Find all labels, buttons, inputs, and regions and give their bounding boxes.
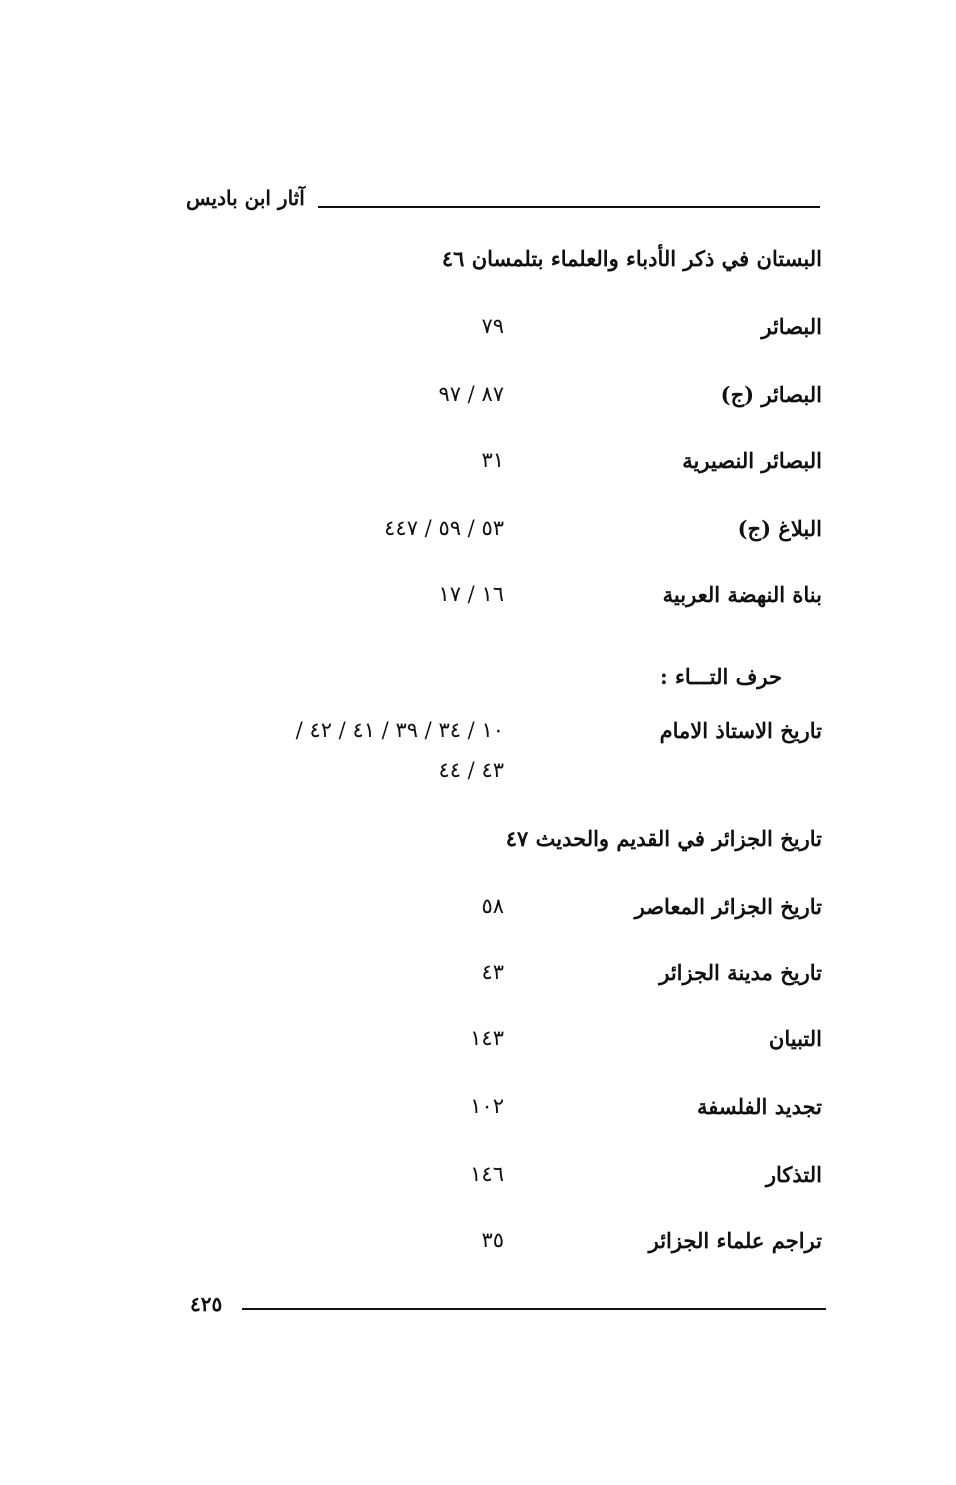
entry-pages: ٣٥ [481,1228,504,1252]
entry-pages: ٤٣ [481,960,504,984]
footer-rule [242,1308,826,1310]
entry-term: التبيان [768,1026,822,1051]
entry-pages-continued: ٤٣ / ٤٤ [438,758,504,782]
entry-term: تاريخ الاستاذ الامام [659,718,822,743]
entry-term: تاريخ الجزائر في القديم والحديث ٤٧ [505,826,822,851]
entry-term: تراجم علماء الجزائر [648,1228,822,1253]
entry-pages: ٧٩ [481,314,504,338]
section-heading: حرف التـــاء : [659,664,782,689]
entry-term: البصائر (ج) [720,382,822,407]
entry-pages: ٨٧ / ٩٧ [438,382,504,406]
entry-term: بناة النهضة العربية [662,582,822,607]
entry-term: البصائر النصيرية [682,448,822,473]
entry-term: البستان في ذكر الأدباء والعلماء بتلمسان ٤٦ [441,246,822,271]
entry-term: البلاغ (ج) [737,516,822,541]
entry-term: تاريخ مدينة الجزائر [659,960,822,985]
entry-pages: ١٤٣ [470,1026,504,1050]
entry-pages: ٣١ [481,448,504,472]
entry-pages: ١٤٦ [470,1162,504,1186]
entry-pages: ٥٨ [481,894,504,918]
entry-pages: ١٠ / ٣٤ / ٣٩ / ٤١ / ٤٢ / [295,718,504,742]
entry-pages: ١٠٢ [470,1094,504,1118]
entry-term: تاريخ الجزائر المعاصر [634,894,822,919]
entry-pages: ١٦ / ١٧ [438,582,504,606]
entry-term: التذكار [765,1162,822,1187]
running-header-title: آثار ابن باديس [186,186,305,210]
entry-pages: ٥٣ / ٥٩ / ٤٤٧ [384,516,504,540]
page-number: ٤٢٥ [190,1292,223,1316]
entry-term: البصائر [761,314,822,339]
entry-term: تجديد الفلسفة [696,1094,822,1119]
